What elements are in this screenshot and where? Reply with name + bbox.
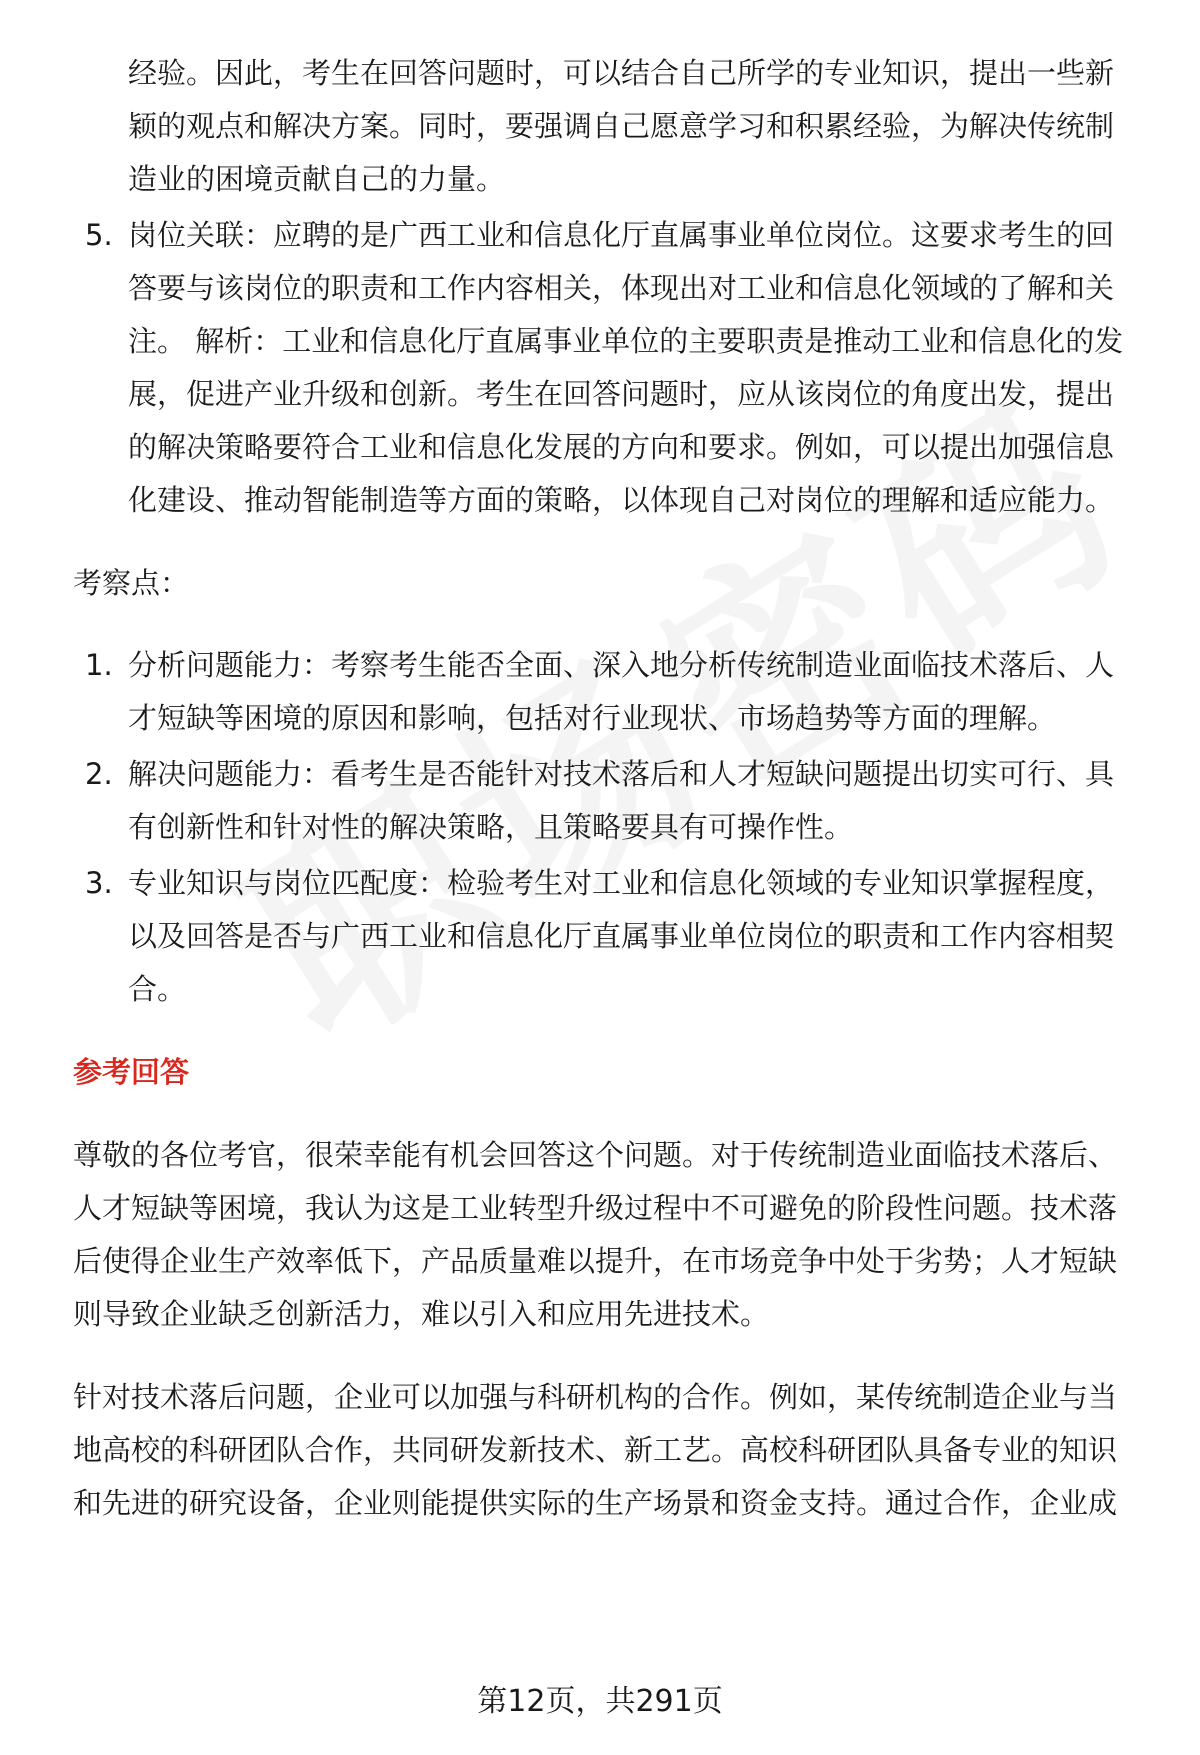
exam-point-1-line-2: 才短缺等困境的原因和影响，包括对行业现状、市场趋势等方面的理解。 xyxy=(128,701,1057,735)
exam-point-3-line-3: 合。 xyxy=(128,972,187,1006)
exam-point-3-line-2: 以及回答是否与广西工业和信息化厅直属事业单位岗位的职责和工作内容相契 xyxy=(128,919,1115,953)
exam-point-3-line-1: 专业知识与岗位匹配度：检验考生对工业和信息化领域的专业知识掌握程度， xyxy=(128,866,1115,900)
intro-line-2: 颖的观点和解决方案。同时，要强调自己愿意学习和积累经验，为解决传统制 xyxy=(128,109,1115,143)
exam-point-2-line-1: 解决问题能力：看考生是否能针对技术落后和人才短缺问题提出切实可行、具 xyxy=(128,757,1115,791)
item5-number: 5. xyxy=(85,218,113,252)
intro-line-1: 经验。因此，考生在回答问题时，可以结合自己所学的专业知识，提出一些新 xyxy=(128,56,1115,90)
exam-point-2-line-2: 有创新性和针对性的解决策略，且策略要具有可操作性。 xyxy=(128,810,854,844)
answer-p2-line-3: 和先进的研究设备，企业则能提供实际的生产场景和资金支持。通过合作，企业成 xyxy=(73,1486,1118,1520)
answer-p1-line-1: 尊敬的各位考官，很荣幸能有机会回答这个问题。对于传统制造业面临技术落后、 xyxy=(73,1138,1118,1172)
exam-point-1-number: 1. xyxy=(85,648,113,682)
item5-line-4: 展，促进产业升级和创新。考生在回答问题时，应从该岗位的角度出发，提出 xyxy=(128,377,1115,411)
exam-point-2-number: 2. xyxy=(85,757,113,791)
answer-p1-line-2: 人才短缺等困境，我认为这是工业转型升级过程中不可避免的阶段性问题。技术落 xyxy=(73,1191,1118,1225)
answer-p1-line-3: 后使得企业生产效率低下，产品质量难以提升，在市场竞争中处于劣势；人才短缺 xyxy=(73,1244,1118,1278)
exam-point-3-number: 3. xyxy=(85,866,113,900)
item5-line-5: 的解决策略要符合工业和信息化发展的方向和要求。例如，可以提出加强信息 xyxy=(128,430,1115,464)
exam-points-label: 考察点： xyxy=(73,566,190,600)
answer-p1-line-4: 则导致企业缺乏创新活力，难以引入和应用先进技术。 xyxy=(73,1297,770,1331)
item5-line-2: 答要与该岗位的职责和工作内容相关，体现出对工业和信息化领域的了解和关 xyxy=(128,271,1115,305)
item5-line-1: 岗位关联：应聘的是广西工业和信息化厅直属事业单位岗位。这要求考生的回 xyxy=(128,218,1115,252)
exam-point-1-line-1: 分析问题能力：考察考生能否全面、深入地分析传统制造业面临技术落后、人 xyxy=(128,648,1115,682)
page-number-footer: 第12页，共291页 xyxy=(477,1684,723,1719)
intro-line-3: 造业的困境贡献自己的力量。 xyxy=(128,162,506,196)
item5-line-3: 注。 解析：工业和信息化厅直属事业单位的主要职责是推动工业和信息化的发 xyxy=(128,324,1124,358)
item5-line-6: 化建设、推动智能制造等方面的策略，以体现自己对岗位的理解和适应能力。 xyxy=(128,483,1115,517)
answer-p2-line-1: 针对技术落后问题，企业可以加强与科研机构的合作。例如，某传统制造企业与当 xyxy=(73,1380,1118,1414)
reference-answer-heading: 参考回答 xyxy=(73,1055,190,1089)
answer-p2-line-2: 地高校的科研团队合作，共同研发新技术、新工艺。高校科研团队具备专业的知识 xyxy=(73,1433,1118,1467)
